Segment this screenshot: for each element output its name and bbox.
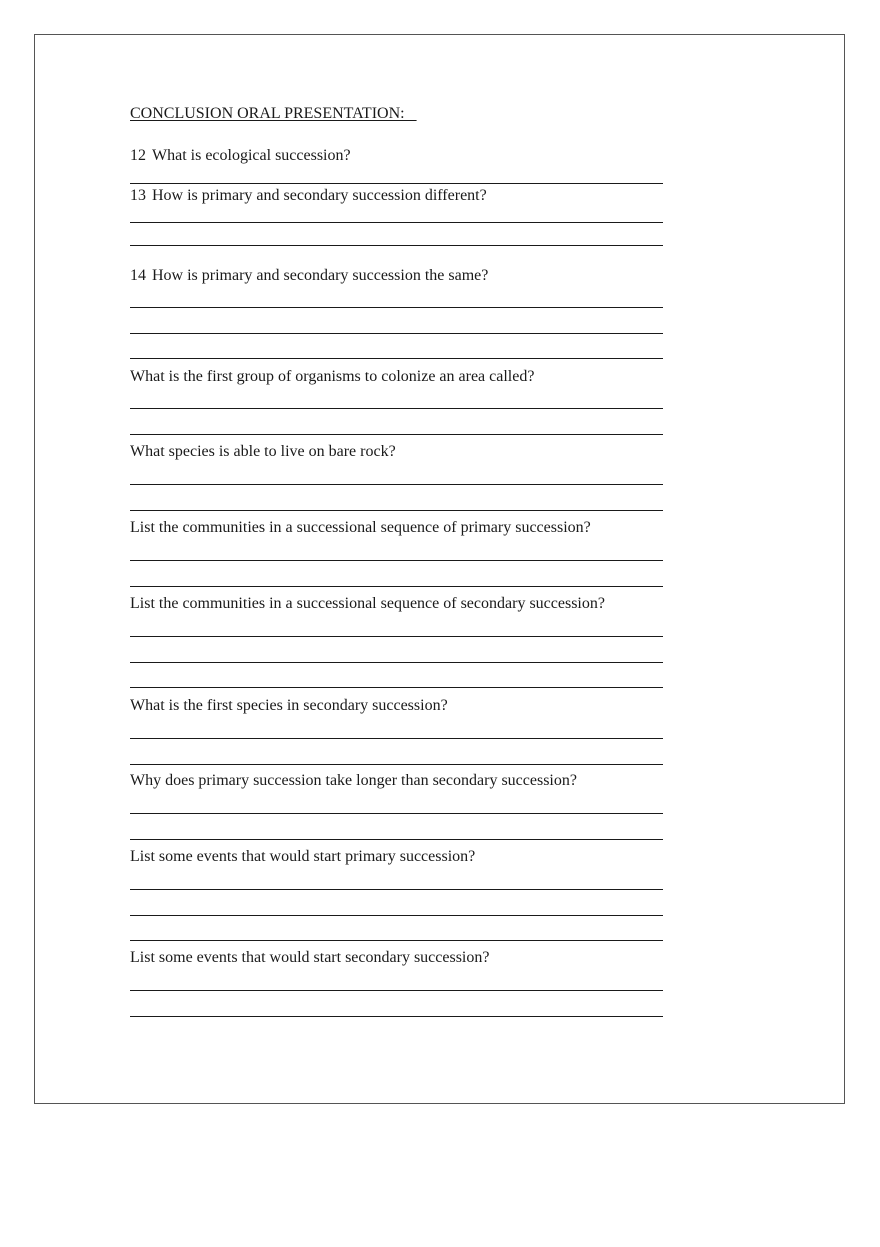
answer-line[interactable] — [130, 839, 663, 840]
worksheet-title: CONCLUSION ORAL PRESENTATION: — [130, 105, 417, 122]
answer-line[interactable] — [130, 940, 663, 941]
question-pioneer-group — [130, 367, 534, 387]
answer-line[interactable] — [130, 990, 663, 991]
question-13 — [130, 186, 487, 206]
answer-line[interactable] — [130, 662, 663, 663]
answer-line[interactable] — [130, 183, 663, 184]
answer-line[interactable] — [130, 245, 663, 246]
answer-line[interactable] — [130, 687, 663, 688]
answer-line[interactable] — [130, 484, 663, 485]
question-events-secondary — [130, 948, 489, 968]
answer-line[interactable] — [130, 560, 663, 561]
question-text: List the communities in a successional sequence of primary succession? — [130, 519, 591, 536]
answer-line[interactable] — [130, 1016, 663, 1017]
answer-line[interactable] — [130, 915, 663, 916]
question-bare-rock — [130, 442, 396, 462]
question-first-species-secondary — [130, 696, 448, 716]
answer-line[interactable] — [130, 510, 663, 511]
question-14 — [130, 266, 488, 286]
question-text: List some events that would start secondary succession? — [130, 949, 490, 966]
question-number: 13 — [130, 187, 146, 204]
question-number: 14 — [130, 267, 146, 284]
question-text: What is ecological succession? — [152, 147, 351, 164]
answer-line[interactable] — [130, 358, 663, 359]
answer-line[interactable] — [130, 408, 663, 409]
question-12 — [130, 146, 351, 166]
answer-line[interactable] — [130, 636, 663, 637]
answer-line[interactable] — [130, 738, 663, 739]
question-text: How is primary and secondary succession the same? — [152, 267, 489, 284]
answer-line[interactable] — [130, 889, 663, 890]
question-text: Why does primary succession take longer than secondary succession? — [130, 772, 577, 789]
answer-line[interactable] — [130, 222, 663, 223]
answer-line[interactable] — [130, 813, 663, 814]
answer-line[interactable] — [130, 434, 663, 435]
question-secondary-sequence — [130, 594, 605, 614]
question-events-primary — [130, 847, 475, 867]
answer-line[interactable] — [130, 764, 663, 765]
question-text: What species is able to live on bare rock? — [130, 443, 396, 460]
question-why-longer — [130, 771, 577, 791]
question-primary-sequence — [130, 518, 591, 538]
answer-line[interactable] — [130, 307, 663, 308]
answer-line[interactable] — [130, 333, 663, 334]
question-number: 12 — [130, 147, 146, 164]
answer-line[interactable] — [130, 586, 663, 587]
question-text: List some events that would start primary succession? — [130, 848, 476, 865]
question-text: What is the first species in secondary succession? — [130, 697, 448, 714]
question-text: How is primary and secondary succession different? — [152, 187, 487, 204]
question-text: What is the first group of organisms to colonize an area called? — [130, 368, 535, 385]
question-text: List the communities in a successional sequence of secondary succession? — [130, 595, 605, 612]
